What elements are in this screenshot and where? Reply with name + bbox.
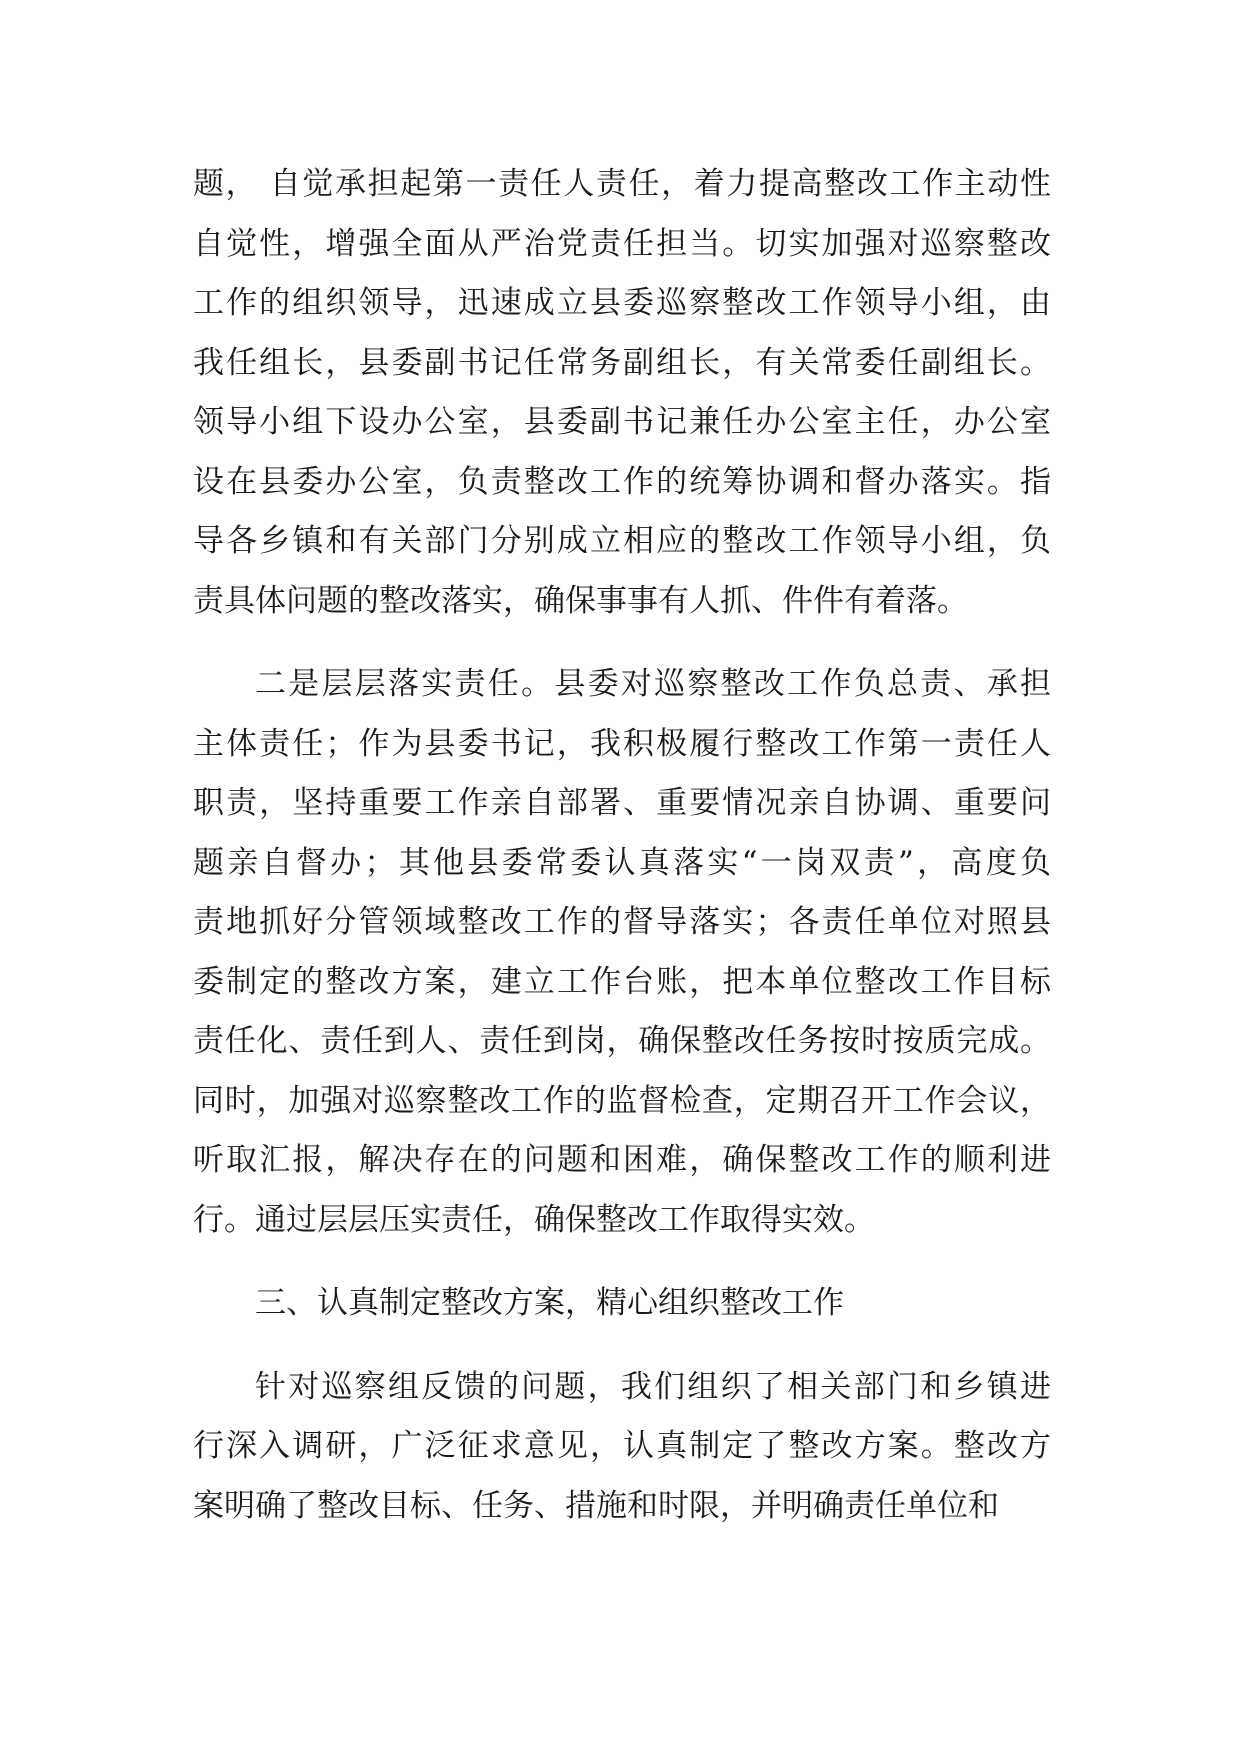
text-line: 工作的组织领导，迅速成立县委巡察整改工作领导小组，由: [193, 285, 1051, 321]
text-line: 责任化、责任到人、责任到岗，确保整改任务按时按质完成。: [193, 1023, 1051, 1059]
text-line: 针对巡察组反馈的问题，我们组织了相关部门和乡镇进: [255, 1368, 1051, 1405]
text-line: 职责，坚持重要工作亲自部署、重要情况亲自协调、重要问: [193, 785, 1051, 821]
paragraph-gap: [193, 1334, 1051, 1358]
text-line: 二是层层落实责任。县委对巡察整改工作负总责、承担: [255, 666, 1051, 702]
text-line: 题亲自督办；其他县委常委认真落实“一岗双责”，高度负: [193, 844, 1051, 881]
text-line: 委制定的整改方案，建立工作台账，把本单位整改工作目标: [193, 963, 1051, 1000]
text-line: 主体责任；作为县委书记，我积极履行整改工作第一责任人: [193, 725, 1051, 762]
text-line: 导各乡镇和有关部门分别成立相应的整改工作领导小组，负: [193, 523, 1051, 559]
text-line: 三、认真制定整改方案，精心组织整改工作: [255, 1285, 844, 1321]
text-line: 行深入调研，广泛征求意见，认真制定了整改方案。整改方: [193, 1428, 1051, 1464]
paragraph-gap: [193, 631, 1051, 655]
text-line: 题， 自觉承担起第一责任人责任，着力提高整改工作主动性: [193, 166, 1051, 202]
text-line: 听取汇报，解决存在的问题和困难，确保整改工作的顺利进: [193, 1142, 1051, 1178]
paragraph: [193, 655, 1051, 1250]
paragraph: [193, 155, 1051, 631]
paragraph: [193, 1358, 1051, 1537]
text-line: 案明确了整改目标、任务、措施和时限，并明确责任单位和: [193, 1487, 999, 1524]
text-line: 自觉性，增强全面从严治党责任担当。切实加强对巡察整改: [193, 225, 1051, 262]
text-line: 领导小组下设办公室，县委副书记兼任办公室主任，办公室: [193, 404, 1051, 440]
text-line: 同时，加强对巡察整改工作的监督检查，定期召开工作会议，: [193, 1082, 1051, 1119]
text-line: 责地抓好分管领域整改工作的督导落实；各责任单位对照县: [193, 904, 1051, 940]
text-line: 我任组长，县委副书记任常务副组长，有关常委任副组长。: [193, 344, 1051, 381]
paragraph-gap: [193, 1250, 1051, 1274]
text-line: 设在县委办公室，负责整改工作的统筹协调和督办落实。指: [193, 463, 1051, 500]
section-heading: [193, 1274, 1051, 1334]
document-body: [193, 155, 1051, 1536]
text-line: 责具体问题的整改落实，确保事事有人抓、件件有着落。: [193, 582, 968, 619]
text-line: 行。通过层层压实责任，确保整改工作取得实效。: [193, 1201, 875, 1238]
